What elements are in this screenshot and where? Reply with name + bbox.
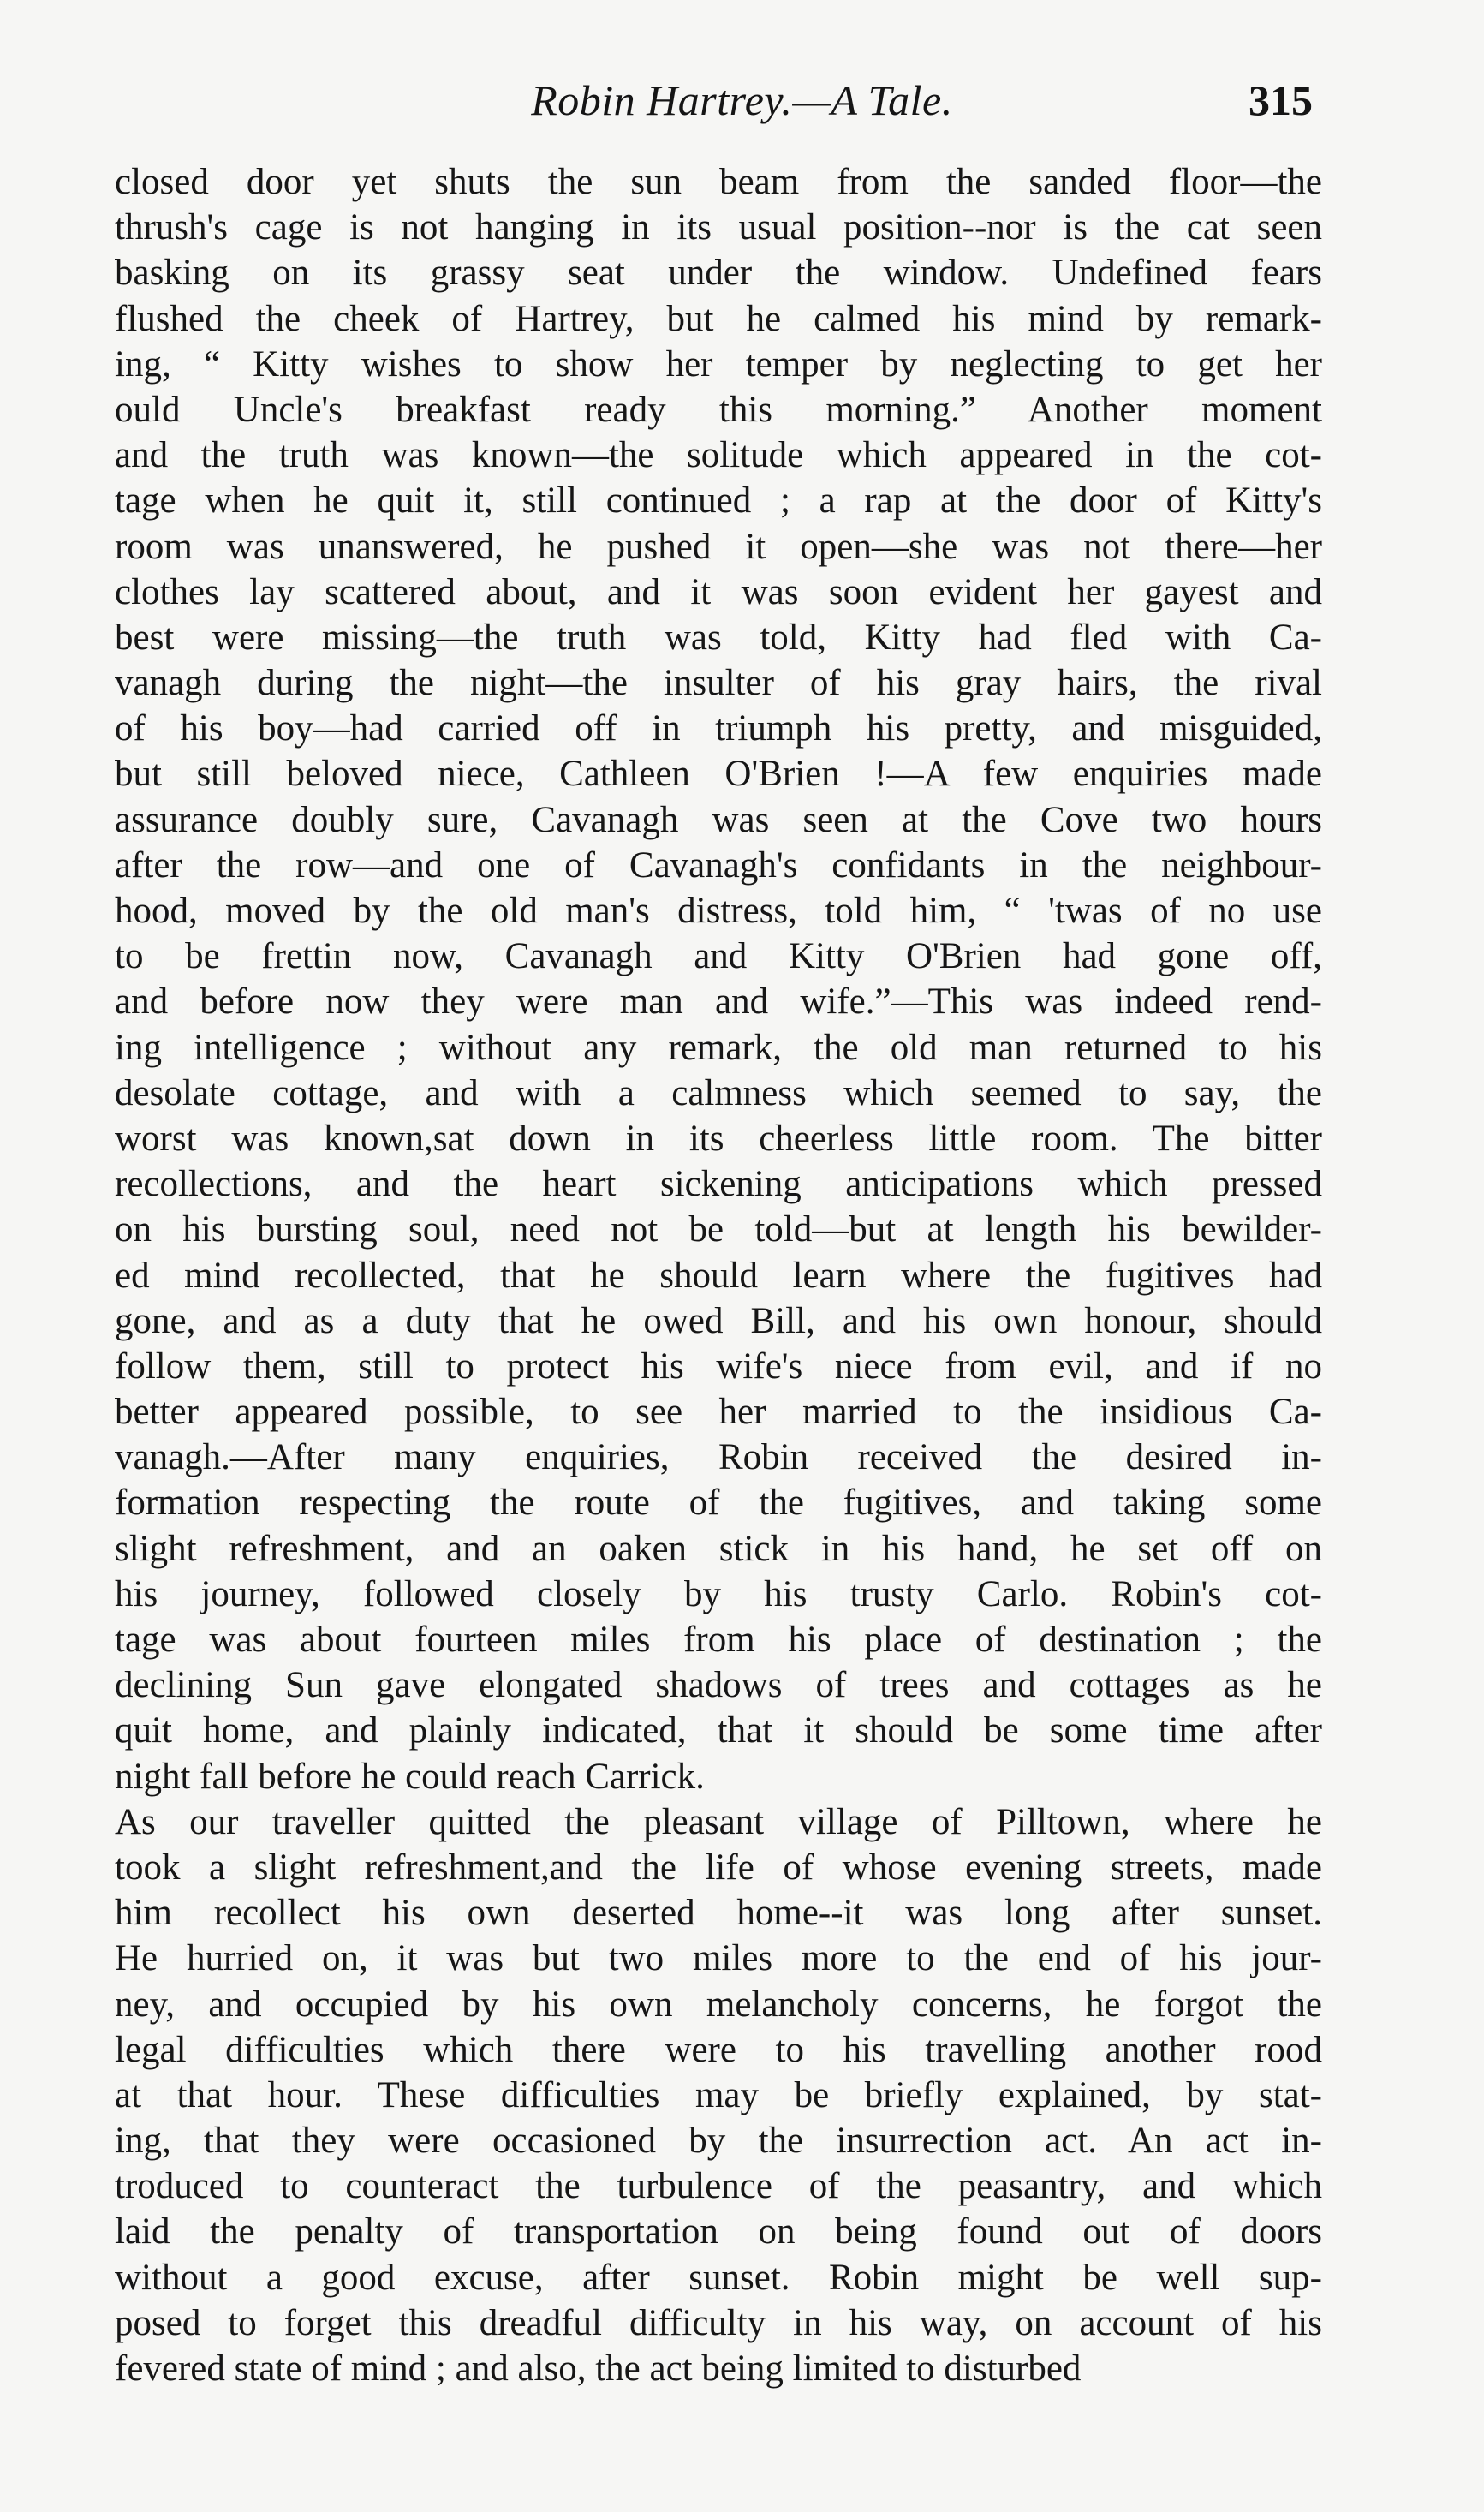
text-line: slight refreshment, and an oaken stick in his hand, he set off on — [115, 1528, 1322, 1569]
page-header — [0, 75, 1484, 144]
text-line: closed door yet shuts the sun beam from the sanded floor—the — [115, 162, 1322, 202]
text-line: gone, and as a duty that he owed Bill, and his own honour, should — [115, 1300, 1322, 1341]
page-number: 315 — [1249, 76, 1313, 124]
text-line: best were missing—the truth was told, Kitty had fled with Ca- — [115, 617, 1322, 658]
text-line: follow them, still to protect his wife's niece from evil, and if no — [115, 1346, 1322, 1387]
text-line: laid the penalty of transportation on being found out of doors — [115, 2211, 1322, 2252]
text-line: vanagh.—After many enquiries, Robin received the desired in- — [115, 1437, 1322, 1478]
text-line: basking on its grassy seat under the window. Undefined fears — [115, 253, 1322, 294]
running-title: Robin Hartrey.—A Tale. — [531, 76, 953, 124]
text-line: hood, moved by the old man's distress, told him, “ 'twas of no use — [115, 891, 1322, 931]
text-line: ing intelligence ; without any remark, the old man returned to his — [115, 1027, 1322, 1068]
text-line: his journey, followed closely by his trusty Carlo. Robin's cot- — [115, 1573, 1322, 1614]
text-line: of his boy—had carried off in triumph his pretty, and misguided, — [115, 708, 1322, 749]
text-line: legal difficulties which there were to his travelling another rood — [115, 2029, 1322, 2070]
text-line: ing, “ Kitty wishes to show her temper by neglecting to get her — [115, 343, 1322, 385]
text-line: As our traveller quitted the pleasant village of Pilltown, where he — [115, 1801, 1322, 1842]
text-line: him recollect his own deserted home--it was long after sunset. — [115, 1893, 1322, 1934]
text-line: ed mind recollected, that he should learn where the fugitives had — [115, 1255, 1322, 1296]
text-line: desolate cottage, and with a calmness which seemed to say, the — [115, 1072, 1322, 1113]
text-line: declining Sun gave elongated shadows of trees and cottages as he — [115, 1665, 1322, 1706]
text-line: fevered state of mind ; and also, the act being limited to disturbed — [115, 2348, 1082, 2389]
text-line: ould Uncle's breakfast ready this morning.” Another moment — [115, 389, 1322, 430]
text-line: assurance doubly sure, Cavanagh was seen at the Cove two hours — [115, 799, 1322, 840]
text-line: ing, that they were occasioned by the insurrection act. An act in- — [115, 2121, 1322, 2162]
text-line: flushed the cheek of Hartrey, but he calmed his mind by remark- — [115, 298, 1322, 339]
text-line: night fall before he could reach Carrick. — [115, 1756, 705, 1797]
text-line: after the row—and one of Cavanagh's confidants in the neighbour- — [115, 844, 1322, 886]
text-line: recollections, and the heart sickening anticipations which pressed — [115, 1164, 1322, 1205]
text-line: vanagh during the night—the insulter of his gray hairs, the rival — [115, 663, 1322, 704]
text-line: clothes lay scattered about, and it was soon evident her gayest and — [115, 571, 1322, 612]
text-line: quit home, and plainly indicated, that it should be some time after — [115, 1710, 1322, 1751]
text-line: He hurried on, it was but two miles more to the end of his jour- — [115, 1938, 1322, 1979]
text-line: and the truth was known—the solitude which appeared in the cot- — [115, 435, 1322, 476]
text-line: tage when he quit it, still continued ; a rap at the door of Kitty's — [115, 480, 1322, 522]
text-line: but still beloved niece, Cathleen O'Brien !—A few enquiries made — [115, 754, 1322, 795]
text-line: worst was known,sat down in its cheerless little room. The bitter — [115, 1118, 1322, 1159]
text-line: took a slight refreshment,and the life of whose evening streets, made — [115, 1847, 1322, 1888]
text-line: formation respecting the route of the fugitives, and taking some — [115, 1483, 1322, 1524]
text-line: room was unanswered, he pushed it open—she was not there—her — [115, 526, 1322, 567]
text-line: ney, and occupied by his own melancholy concerns, he forgot the — [115, 1984, 1322, 2025]
text-line: tage was about fourteen miles from his place of destination ; the — [115, 1620, 1322, 1660]
text-line: and before now they were man and wife.”—This was indeed rend- — [115, 982, 1322, 1023]
text-line: without a good excuse, after sunset. Robin might be well sup- — [115, 2257, 1322, 2298]
body-text — [115, 159, 1322, 2391]
text-line: to be frettin now, Cavanagh and Kitty O'Brien had gone off, — [115, 936, 1322, 977]
text-line: at that hour. These difficulties may be briefly explained, by stat- — [115, 2074, 1322, 2115]
text-line: on his bursting soul, need not be told—but at length his bewilder- — [115, 1209, 1322, 1250]
text-line: troduced to counteract the turbulence of the peasantry, and which — [115, 2166, 1322, 2207]
text-line: better appeared possible, to see her married to the insidious Ca- — [115, 1392, 1322, 1433]
text-line: posed to forget this dreadful difficulty in his way, on account of his — [115, 2302, 1322, 2343]
text-line: thrush's cage is not hanging in its usual position--nor is the cat seen — [115, 207, 1322, 248]
